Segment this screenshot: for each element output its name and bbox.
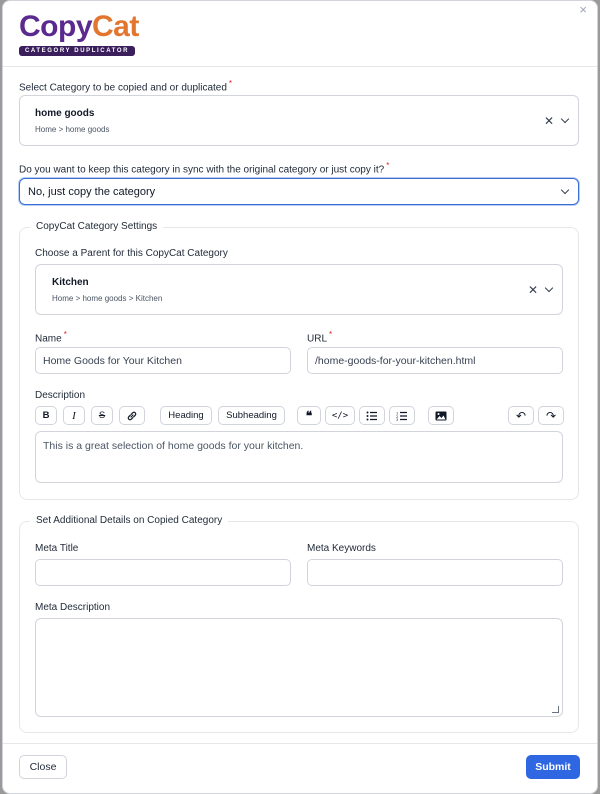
copycat-logo bbox=[19, 11, 137, 59]
strikethrough-icon[interactable]: S bbox=[91, 406, 113, 425]
name-label-text: Name bbox=[35, 333, 62, 345]
bullet-list-icon[interactable] bbox=[359, 406, 385, 425]
name-label bbox=[35, 330, 67, 344]
copycat-modal bbox=[2, 0, 598, 794]
meta-description-textarea[interactable] bbox=[35, 618, 563, 717]
url-input[interactable] bbox=[307, 347, 563, 374]
select-category-label bbox=[19, 79, 232, 93]
sync-label-text: Do you want to keep this category in sync with the original category or just copy it? bbox=[19, 164, 385, 176]
link-icon[interactable] bbox=[119, 406, 145, 425]
parent-label: Choose a Parent for this CopyCat Category bbox=[35, 248, 228, 259]
modal-footer bbox=[3, 743, 597, 744]
close-icon[interactable]: × bbox=[579, 2, 587, 17]
sync-label bbox=[19, 161, 389, 175]
description-label: Description bbox=[35, 390, 86, 401]
url-label bbox=[307, 330, 332, 344]
meta-title-input[interactable] bbox=[35, 559, 291, 586]
logo-cat-text: Cat bbox=[92, 10, 139, 43]
parent-select-title: Kitchen bbox=[52, 277, 89, 288]
sync-select-value: No, just copy the category bbox=[28, 185, 156, 198]
logo-tagline: CATEGORY DUPLICATOR bbox=[19, 46, 135, 56]
parent-select-breadcrumb: Home > home goods > Kitchen bbox=[52, 294, 163, 303]
meta-description-label: Meta Description bbox=[35, 602, 111, 613]
required-marker: * bbox=[329, 330, 333, 339]
required-marker: * bbox=[386, 161, 390, 170]
name-input[interactable] bbox=[35, 347, 291, 374]
logo-copy-text: Copy bbox=[19, 10, 92, 43]
parent-select-actions bbox=[528, 283, 552, 297]
url-label-text: URL bbox=[307, 333, 328, 345]
svg-text:2: 2 bbox=[396, 414, 399, 419]
image-icon[interactable] bbox=[428, 406, 454, 425]
select-category-label-text: Select Category to be copied and or duplicated bbox=[19, 82, 227, 94]
clear-icon[interactable]: ✕ bbox=[543, 113, 554, 128]
svg-text:3: 3 bbox=[396, 417, 399, 421]
clear-icon[interactable]: ✕ bbox=[527, 282, 538, 297]
bold-icon[interactable]: B bbox=[35, 406, 57, 425]
resize-handle-icon[interactable] bbox=[552, 706, 559, 713]
chevron-down-icon[interactable] bbox=[561, 114, 569, 122]
additional-details-legend: Set Additional Details on Copied Category bbox=[30, 515, 228, 526]
submit-button[interactable]: Submit bbox=[526, 755, 580, 779]
meta-title-label: Meta Title bbox=[35, 543, 79, 554]
description-editor-text: This is a great selection of home goods for your kitchen. bbox=[43, 440, 304, 452]
settings-legend: CopyCat Category Settings bbox=[30, 221, 163, 232]
subheading-button[interactable]: Subheading bbox=[218, 406, 285, 425]
heading-button[interactable]: Heading bbox=[160, 406, 212, 425]
close-button[interactable]: Close bbox=[19, 755, 67, 779]
required-marker: * bbox=[228, 79, 233, 88]
chevron-down-icon[interactable] bbox=[545, 283, 553, 291]
category-select-title: home goods bbox=[35, 108, 95, 119]
parent-category-select[interactable] bbox=[35, 264, 563, 315]
name-input-value: Home Goods for Your Kitchen bbox=[43, 354, 182, 367]
undo-icon[interactable]: ↶ bbox=[508, 406, 534, 425]
category-select-actions bbox=[544, 114, 568, 128]
modal-header bbox=[3, 1, 597, 67]
category-select[interactable] bbox=[19, 95, 579, 146]
description-editor[interactable] bbox=[35, 431, 563, 483]
chevron-down-icon[interactable] bbox=[561, 185, 569, 193]
sync-select-actions bbox=[562, 191, 568, 193]
quote-icon[interactable]: ❝ bbox=[297, 406, 321, 425]
sync-select[interactable] bbox=[19, 178, 579, 205]
url-input-value: /home-goods-for-your-kitchen.html bbox=[315, 354, 476, 367]
svg-text:1: 1 bbox=[396, 411, 399, 415]
meta-keywords-label: Meta Keywords bbox=[307, 543, 376, 554]
numbered-list-icon[interactable] bbox=[389, 406, 415, 425]
italic-icon[interactable]: I bbox=[63, 406, 85, 425]
category-select-breadcrumb: Home > home goods bbox=[35, 125, 110, 134]
required-marker: * bbox=[63, 330, 67, 339]
logo-wordmark bbox=[19, 11, 137, 43]
redo-icon[interactable]: ↷ bbox=[538, 406, 564, 425]
code-icon[interactable]: </> bbox=[325, 406, 355, 425]
meta-keywords-input[interactable] bbox=[307, 559, 563, 586]
